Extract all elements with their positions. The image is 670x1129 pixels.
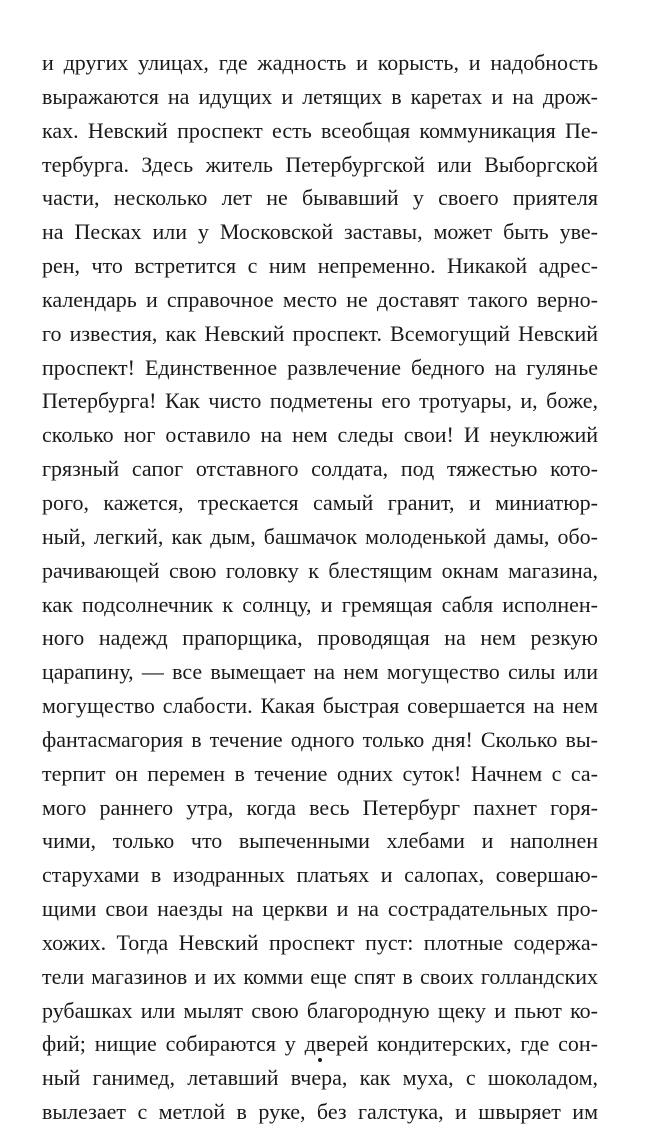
text-line: Петербурга! Как чисто подметены его тротуары, и, боже, [42,388,598,414]
text-line: старухами в изодранных платьях и салопах, совершаю- [42,862,598,888]
text-line: могущество слабости. Какая быстрая совершается на нем [42,693,598,719]
text-line: вылезает с метлой в руке, без галстука, и швыряет им [42,1099,598,1125]
text-line: фантасмагория в течение одного только дня! Сколько вы- [42,726,598,752]
text-line: царапину, — все вымещает на нем могущество силы или [42,659,598,685]
page-dot-mark [318,1058,322,1062]
text-line: тербурга. Здесь житель Петербургской или Выборгской [42,151,598,177]
text-line: го известия, как Невский проспект. Всемогущий Невский [42,320,598,346]
body-text [42,46,598,1129]
text-line: терпит он перемен в течение одних суток! Начнем с са- [42,760,598,786]
text-line: фий; нищие собираются у дверей кондитерских, где сон- [42,1031,598,1057]
text-line: щими свои наезды на церкви и на сострадательных про- [42,896,598,922]
text-line: рачивающей свою головку к блестящим окнам магазина, [42,557,598,583]
text-line: как подсолнечник к солнцу, и гремящая сабля исполнен- [42,591,598,617]
text-line: сколько ног оставило на нем следы свои! И неуклюжий [42,422,598,448]
text-line: тели магазинов и их комми еще спят в своих голландских [42,963,598,989]
text-line: календарь и справочное место не доставят такого верно- [42,286,598,312]
text-line: чими, только что выпеченными хлебами и наполнен [42,828,598,854]
text-line: хожих. Тогда Невский проспект пуст: плотные содержа- [42,929,598,955]
text-line: ках. Невский проспект есть всеобщая коммуникация Пе- [42,117,598,143]
text-line: выражаются на идущих и летящих в каретах и на дрож- [42,83,598,109]
text-line: и других улицах, где жадность и корысть, и надобность [42,50,598,75]
text-line: рого, кажется, трескается самый гранит, и миниатюр- [42,489,598,515]
text-line: рен, что встретится с ним непременно. Никакой адрес- [42,253,598,279]
text-line: грязный сапог отставного солдата, под тяжестью кото- [42,456,598,482]
text-line: ный, легкий, как дым, башмачок молоденькой дамы, обо- [42,523,598,549]
text-line: проспект! Единственное развлечение бедного на гулянье [42,354,598,380]
text-line: на Песках или у Московской заставы, может быть уве- [42,219,598,245]
text-line: ный ганимед, летавший вчера, как муха, с шоколадом, [42,1065,598,1091]
text-line: рубашках или мылят свою благородную щеку и пьют ко- [42,997,598,1023]
text-line: части, несколько лет не бывавший у своего приятеля [42,185,598,211]
text-line: ного надежд прапорщика, проводящая на нем резкую [42,625,598,651]
text-line: мого раннего утра, когда весь Петербург пахнет горя- [42,794,598,820]
